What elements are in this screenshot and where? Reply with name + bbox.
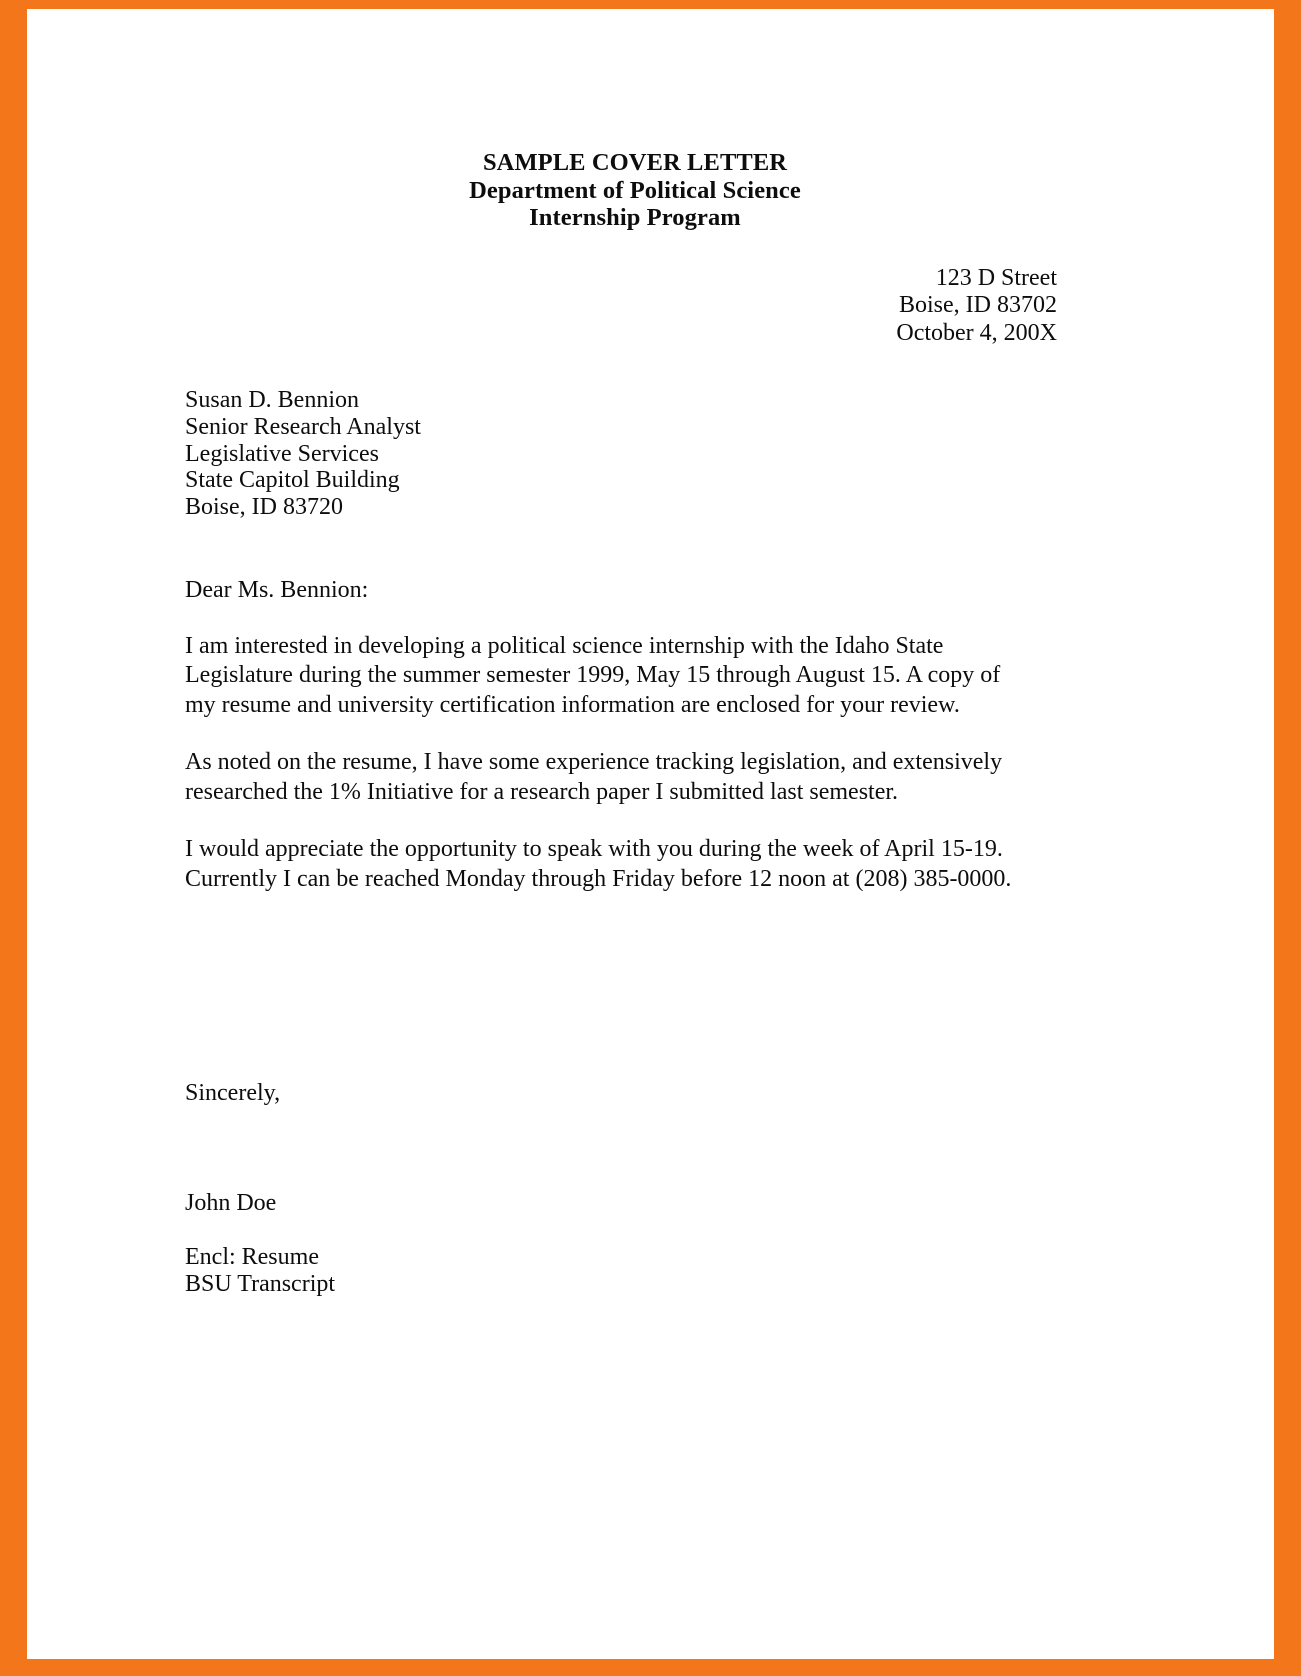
- recipient-city-state-zip: Boise, ID 83720: [185, 494, 343, 521]
- sender-street: 123 D Street: [935, 264, 1057, 291]
- recipient-title: Senior Research Analyst: [185, 413, 421, 440]
- body-paragraph-1: I am interested in developing a political science internship with the Idaho State Legislature during the summer semester 1999, May 15 through August 15. A copy of my resume and university certification information are enclosed for your review.: [185, 632, 1001, 718]
- cover-letter-body: [185, 149, 1085, 1297]
- enclosure-line-1: Encl: Resume: [185, 1243, 319, 1270]
- body-paragraph-3: I would appreciate the opportunity to speak with you during the week of April 15-19. Currently I can be reached Monday through Friday before 12 noon at (208) 385-0000.: [185, 836, 1012, 892]
- body-paragraph-2: As noted on the resume, I have some experience tracking legislation, and extensively researched the 1% Initiative for a research paper I submitted last semester.: [185, 749, 1003, 805]
- salutation: Dear Ms. Bennion:: [185, 576, 369, 603]
- heading-line-2: Department of Political Science: [469, 176, 801, 204]
- recipient-building: State Capitol Building: [185, 467, 400, 494]
- letter-heading: [185, 149, 1085, 232]
- recipient-department: Legislative Services: [185, 440, 379, 467]
- recipient-name: Susan D. Bennion: [185, 387, 359, 413]
- letter-date: October 4, 200X: [896, 319, 1057, 346]
- enclosures-block: [185, 1244, 1085, 1298]
- signature-name: John Doe: [185, 1190, 277, 1217]
- document-page: [27, 9, 1274, 1659]
- heading-line-3: Internship Program: [529, 204, 741, 231]
- heading-line-1: SAMPLE COVER LETTER: [482, 149, 788, 176]
- enclosure-line-2: BSU Transcript: [185, 1270, 336, 1297]
- sender-city-state-zip: Boise, ID 83702: [899, 292, 1057, 318]
- closing-line: Sincerely,: [185, 1080, 281, 1107]
- sender-address-block: [185, 265, 1085, 348]
- recipient-address-block: [185, 387, 1085, 521]
